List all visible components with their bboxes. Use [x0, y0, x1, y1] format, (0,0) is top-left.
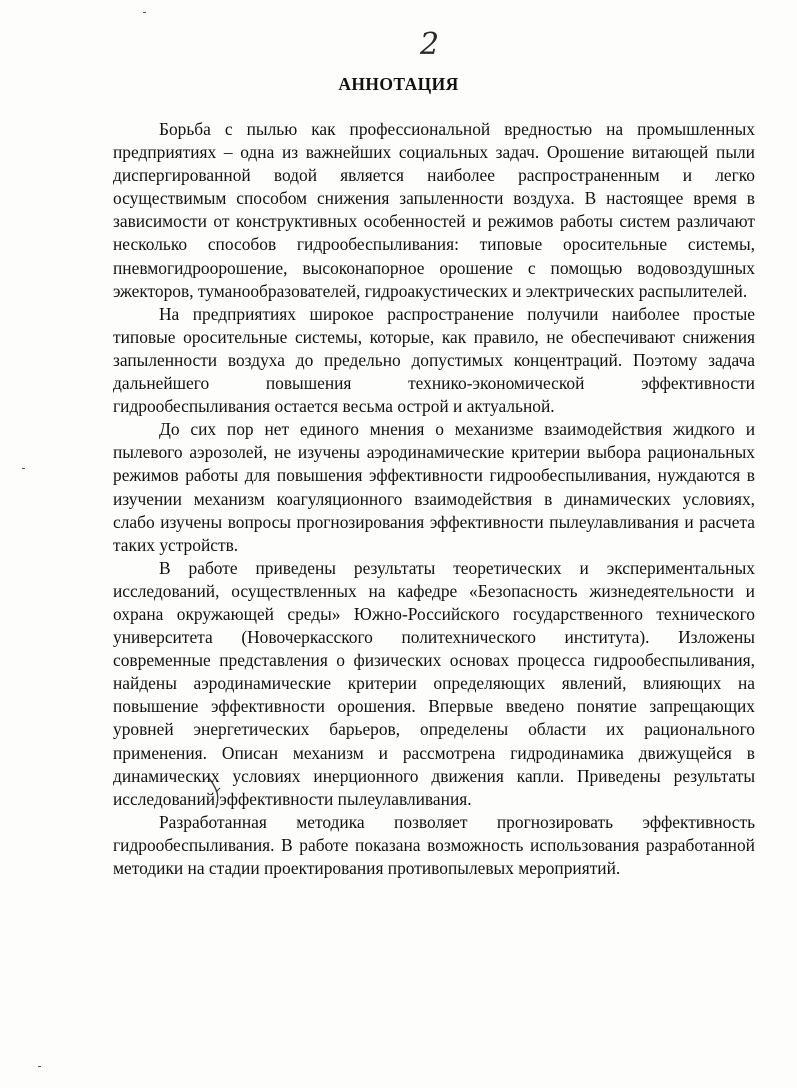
- annotation-body: [113, 118, 755, 880]
- scan-speck: [38, 1066, 41, 1067]
- paragraph-1: Борьба с пылью как профессиональной вредностью на промышленных предприятиях – одна из важнейших социальных задач. Орошение витающей пыли диспергированной водой является наиболее распространенным и легко осуществимым способом снижения запыленности воздуха. В настоящее время в зависимости от конструктивных особенностей и режимов работы систем различают несколько способов гидрообеспыливания: типовые оросительные системы, пневмогидроорошение, высоконапорное орошение с помощью водовоздушных эжекторов, туманообразователей, гидроакустических и электрических распылителей.: [113, 119, 755, 301]
- paragraph-5: Разработанная методика позволяет прогнозировать эффективность гидрообеспыливания. В работе показана возможность использования разработанной методики на стадии проектирования противопылевых мероприятий.: [113, 811, 755, 878]
- handwritten-page-number: 2: [420, 27, 440, 62]
- paragraph-2: На предприятиях широкое распространение получили наиболее простые типовые оросительные системы, которые, как правило, не обеспечивают снижения запыленности воздуха до предельно допустимых концентраций. Поэтому задача дальнейшего повышения технико-экономической эффективности гидрообеспыливания остается весьма острой и актуальной.: [113, 303, 755, 417]
- paragraph-3: До сих пор нет единого мнения о механизме взаимодействия жидкого и пылевого аэрозолей, не изучены аэродинамические критерии выбора рациональных режимов работы для повышения эффективности гидрообеспыливания, нуждаются в изучении механизм коагуляционного взаимодействия в динамических условиях, слабо изучены вопросы прогнозирования эффективности пылеулавливания и расчета таких устройств.: [113, 419, 755, 555]
- scan-speck: [143, 12, 146, 13]
- paragraph-4: В работе приведены результаты теоретических и экспериментальных исследований, осуществленных на кафедре «Безопасность жизнедеятельности и охрана окружающей среды» Южно-Российского государственного технического университета (Новочеркасского политехнического института). Изложены современные представления о физических основах процесса гидрообеспыливания, найдены аэродинамические критерии определяющих явлений, влияющих на повышение эффективности орошения. Впервые введено понятие запрещающих уровней энергетических барьеров, определены области их рационального применения. Описан механизм и рассмотрена гидродинамика движущейся в динамических условиях инерционного движения капли. Приведены результаты исследований эффективности пылеулавливания.: [113, 557, 755, 809]
- page-title: АННОТАЦИЯ: [338, 74, 459, 94]
- handwritten-correction-mark: [203, 770, 223, 810]
- scan-speck: [22, 468, 25, 469]
